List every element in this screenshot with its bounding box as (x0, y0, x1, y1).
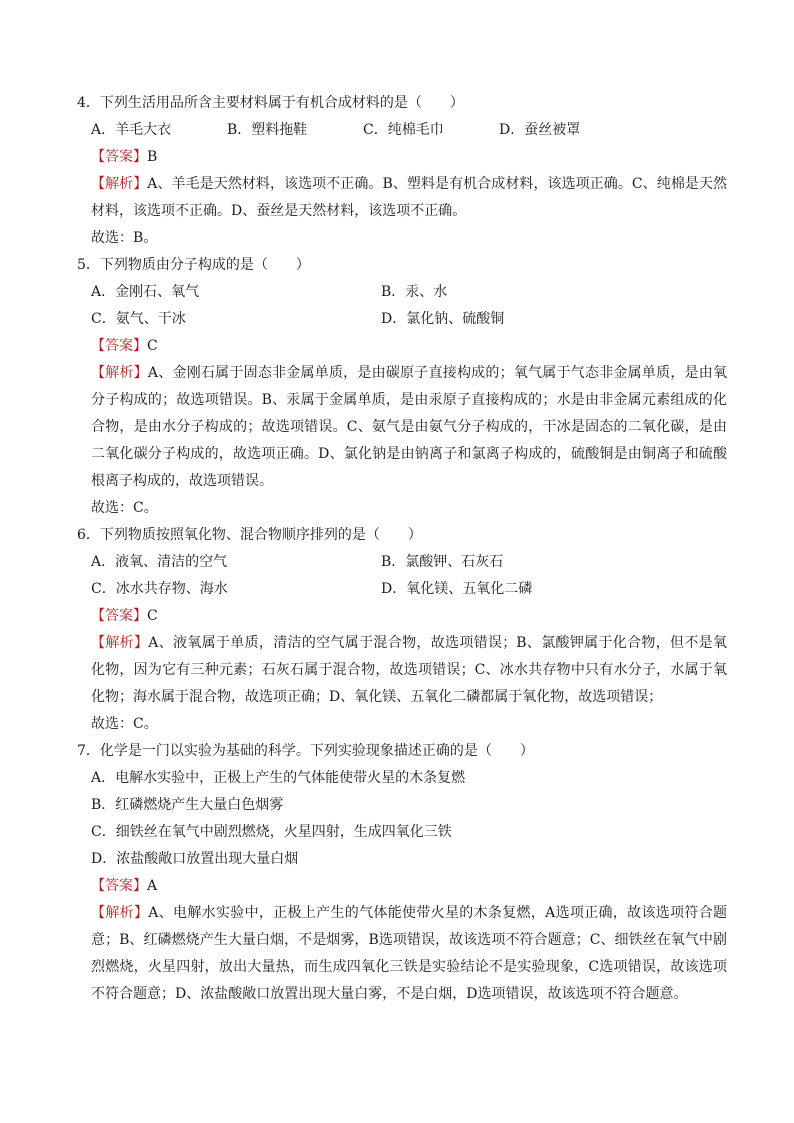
analysis-paragraph (77, 360, 727, 495)
question-6 (77, 522, 727, 738)
option-c: C．细铁丝在氧气中剧烈燃烧，火星四射，生成四氧化三铁 (91, 824, 452, 840)
question-list (77, 90, 727, 1008)
analysis-tag: 【解析】 (91, 365, 148, 381)
option-c: C．冰水共存物、海水 (91, 581, 228, 597)
analysis-tag: 【解析】 (91, 905, 149, 921)
question-stem: 4．下列生活用品所含主要材料属于有机合成材料的是（ ） (77, 95, 464, 111)
analysis-paragraph (77, 630, 727, 711)
option-b: B．汞、水 (381, 284, 448, 300)
conclusion: 故选：B。 (91, 230, 158, 246)
option-c: C．氨气、干冰 (91, 311, 186, 327)
options-row (77, 549, 727, 576)
analysis-text: A、电解水实验中，正极上产生的气体能使带火星的木条复燃，A选项正确，故该选项符合题意；B、红磷燃烧产生大量白烟，不是烟雾，B选项错误，故该选项不符合题意；C、细铁丝在氧气中剧烈燃烧，火星四射，放出大量热，而生成四氧化三铁是实验结论不是实验现象，C选项错误，故该选项不符合题意；D、浓盐酸敞口放置出现大量白雾，不是白烟，D选项错误，故该选项不符合题意。 (91, 905, 728, 1002)
answer-tag: 【答案】 (91, 149, 147, 165)
option-c: C．纯棉毛巾 (363, 122, 444, 138)
question-stem: 5．下列物质由分子构成的是（ ） (77, 257, 310, 273)
analysis-text: A、羊毛是天然材料，该选项不正确。B、塑料是有机合成材料，该选项正确。C、纯棉是天然材料，该选项不正确。D、蚕丝是天然材料，该选项不正确。 (91, 176, 728, 219)
answer-tag: 【答案】 (91, 338, 147, 354)
answer-line (77, 873, 727, 900)
question-7 (77, 738, 727, 1008)
analysis-tag: 【解析】 (91, 635, 149, 651)
answer-tag: 【答案】 (91, 878, 147, 894)
option-d: D．浓盐酸敞口放置出现大量白烟 (91, 851, 299, 867)
question-stem: 6．下列物质按照氧化物、混合物顺序排列的是（ ） (77, 527, 422, 543)
answer-tag: 【答案】 (91, 608, 147, 624)
analysis-text: A、金刚石属于固态非金属单质，是由碳原子直接构成的；氧气属于气态非金属单质，是由氧分子构成的；故选项错误。B、汞属于金属单质，是由汞原子直接构成的；水是由非金属元素组成的化合物，是由水分子构成的；故选项错误。C、氨气是由氨气分子构成的，干冰是固态的二氧化碳，是由二氧化碳分子构成的，故选项正确。D、氯化钠是由钠离子和氯离子构成的，硫酸铜是由铜离子和硫酸根离子构成的，故选项错误。 (91, 365, 728, 489)
answer-value: C (147, 338, 158, 354)
option-b: B．红磷燃烧产生大量白色烟雾 (91, 797, 284, 813)
conclusion: 故选：C。 (91, 716, 158, 732)
option-d: D．氯化钠、硫酸铜 (381, 311, 505, 327)
option-b: B．塑料拖鞋 (227, 122, 308, 138)
analysis-text: A、液氧属于单质，清洁的空气属于混合物，故选项错误；B、氯酸钾属于化合物，但不是氧化物，因为它有三种元素；石灰石属于混合物，故选项错误；C、冰水共存物中只有水分子，水属于氧化物；海水属于混合物，故选项正确；D、氧化镁、五氧化二磷都属于氧化物，故选项错误； (91, 635, 727, 705)
conclusion: 故选：C。 (91, 500, 158, 516)
options-row (77, 576, 727, 603)
analysis-paragraph (77, 900, 727, 1008)
question-4 (77, 90, 727, 252)
question-stem: 7．化学是一门以实验为基础的科学。下列实验现象描述正确的是（ ） (77, 743, 534, 759)
analysis-tag: 【解析】 (91, 176, 148, 192)
option-b: B．氯酸钾、石灰石 (381, 554, 504, 570)
options-row (77, 279, 727, 306)
analysis-paragraph (77, 171, 727, 225)
option-a: A．金刚石、氧气 (91, 284, 200, 300)
question-5 (77, 252, 727, 522)
answer-value: A (147, 878, 158, 894)
answer-value: C (147, 608, 158, 624)
option-a: A．电解水实验中，正极上产生的气体能使带火星的木条复燃 (91, 770, 466, 786)
option-a: A．液氧、清洁的空气 (91, 554, 228, 570)
options-row (77, 117, 727, 144)
answer-value: B (147, 149, 158, 165)
options-row (77, 306, 727, 333)
answer-line (77, 333, 727, 360)
answer-line (77, 144, 727, 171)
option-a: A．羊毛大衣 (91, 122, 172, 138)
answer-line (77, 603, 727, 630)
option-d: D．氧化镁、五氧化二磷 (381, 581, 533, 597)
option-d: D．蚕丝被罩 (499, 122, 581, 138)
